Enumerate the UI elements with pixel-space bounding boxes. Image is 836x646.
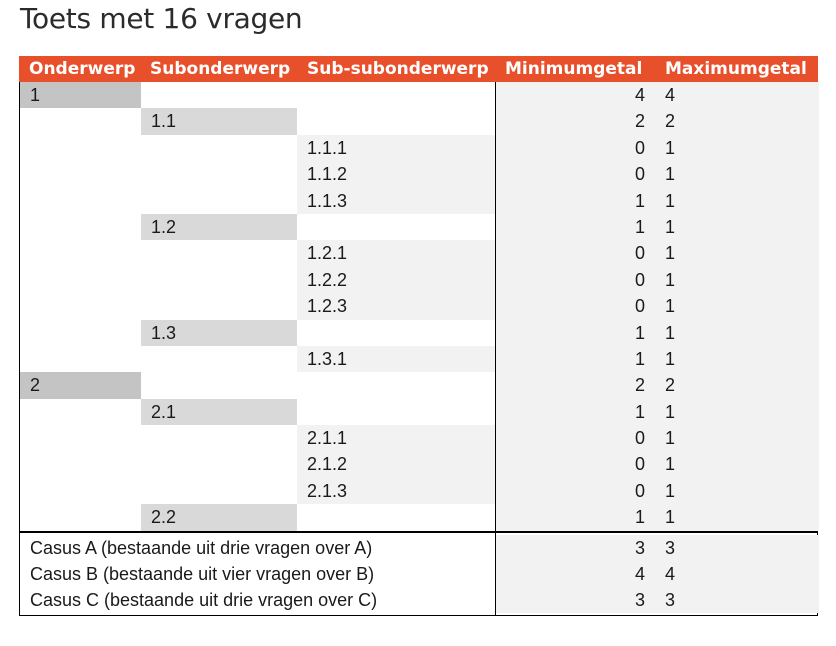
cell-subonderwerp: 1.1 — [141, 108, 297, 134]
cell-onderwerp — [20, 267, 141, 293]
cell-subonderwerp — [141, 346, 297, 372]
cell-subonderwerp — [141, 188, 297, 214]
cell-sub-subonderwerp — [297, 108, 496, 134]
cell-sub-subonderwerp: 2.1.1 — [297, 425, 496, 451]
cell-sub-subonderwerp: 1.2.2 — [297, 267, 496, 293]
case-row — [20, 535, 817, 561]
table-row — [20, 108, 817, 134]
cell-sub-subonderwerp — [297, 82, 496, 108]
cell-subonderwerp — [141, 451, 297, 477]
cell-onderwerp — [20, 478, 141, 504]
cell-sub-subonderwerp: 1.1.3 — [297, 188, 496, 214]
cell-subonderwerp: 2.1 — [141, 399, 297, 425]
cell-onderwerp — [20, 188, 141, 214]
min-max-cells — [496, 214, 819, 240]
cell-minimumgetal: 0 — [634, 454, 645, 475]
table-row — [20, 214, 817, 240]
min-max-cells — [496, 188, 819, 214]
min-max-cells — [496, 504, 819, 530]
cell-subonderwerp — [141, 372, 297, 398]
cell-onderwerp: 1 — [20, 82, 141, 108]
min-max-cells — [496, 451, 819, 477]
cell-subonderwerp — [141, 478, 297, 504]
topics-section — [19, 82, 818, 532]
cell-sub-subonderwerp: 1.2.1 — [297, 240, 496, 266]
cell-minimumgetal: 0 — [634, 269, 645, 290]
cell-subonderwerp — [141, 161, 297, 187]
cell-onderwerp — [20, 161, 141, 187]
cell-maximumgetal: 1 — [665, 507, 676, 528]
min-max-cells — [496, 346, 819, 372]
min-max-cells — [496, 561, 819, 587]
cell-onderwerp — [20, 399, 141, 425]
cell-maximumgetal: 1 — [665, 243, 676, 264]
cell-subonderwerp — [141, 425, 297, 451]
table-row — [20, 135, 817, 161]
table-row — [20, 293, 817, 319]
table-row — [20, 372, 817, 398]
cell-maximumgetal: 1 — [665, 296, 676, 317]
cell-maximumgetal: 3 — [665, 589, 676, 610]
cell-maximumgetal: 2 — [665, 375, 676, 396]
cell-minimumgetal: 0 — [634, 428, 645, 449]
cell-sub-subonderwerp: 1.1.2 — [297, 161, 496, 187]
cell-subonderwerp — [141, 240, 297, 266]
table-row — [20, 425, 817, 451]
cell-onderwerp — [20, 135, 141, 161]
min-max-cells — [496, 267, 819, 293]
cell-minimumgetal: 1 — [634, 322, 645, 343]
table-header — [19, 56, 818, 82]
cell-sub-subonderwerp: 1.2.3 — [297, 293, 496, 319]
min-max-cells — [496, 240, 819, 266]
table-row — [20, 188, 817, 214]
cell-minimumgetal: 0 — [634, 243, 645, 264]
cell-minimumgetal: 0 — [634, 296, 645, 317]
cell-maximumgetal: 1 — [665, 269, 676, 290]
cell-minimumgetal: 1 — [634, 401, 645, 422]
cell-maximumgetal: 1 — [665, 164, 676, 185]
cell-maximumgetal: 1 — [665, 190, 676, 211]
min-max-cells — [496, 372, 819, 398]
min-max-cells — [496, 161, 819, 187]
min-max-cells — [496, 320, 819, 346]
case-row — [20, 587, 817, 613]
cell-onderwerp — [20, 293, 141, 319]
min-max-cells — [496, 478, 819, 504]
cell-minimumgetal: 0 — [634, 480, 645, 501]
cell-minimumgetal: 2 — [634, 375, 645, 396]
case-rows — [20, 535, 817, 613]
cell-maximumgetal: 1 — [665, 454, 676, 475]
cell-maximumgetal: 4 — [665, 563, 676, 584]
cell-subonderwerp: 1.2 — [141, 214, 297, 240]
cell-maximumgetal: 1 — [665, 428, 676, 449]
cell-minimumgetal: 1 — [634, 507, 645, 528]
cell-onderwerp — [20, 240, 141, 266]
cell-minimumgetal: 3 — [634, 537, 645, 558]
topic-rows — [20, 82, 817, 531]
cell-onderwerp — [20, 451, 141, 477]
column-divider — [495, 533, 496, 615]
cell-sub-subonderwerp: 1.1.1 — [297, 135, 496, 161]
cell-onderwerp — [20, 346, 141, 372]
cell-maximumgetal: 1 — [665, 137, 676, 158]
cell-minimumgetal: 1 — [634, 190, 645, 211]
cell-subonderwerp — [141, 267, 297, 293]
table-row — [20, 267, 817, 293]
table-row — [20, 478, 817, 504]
cell-minimumgetal: 4 — [634, 563, 645, 584]
cell-sub-subonderwerp: 2.1.3 — [297, 478, 496, 504]
cell-minimumgetal: 1 — [634, 348, 645, 369]
min-max-cells — [496, 108, 819, 134]
cell-sub-subonderwerp — [297, 320, 496, 346]
case-label: Casus C (bestaande uit drie vragen over C) — [30, 589, 378, 610]
header-subonderwerp: Subonderwerp — [150, 59, 291, 79]
cell-subonderwerp — [141, 293, 297, 319]
question-distribution-table — [19, 56, 818, 616]
cell-onderwerp — [20, 214, 141, 240]
cell-sub-subonderwerp: 2.1.2 — [297, 451, 496, 477]
cell-maximumgetal: 1 — [665, 401, 676, 422]
cell-subonderwerp — [141, 135, 297, 161]
header-onderwerp: Onderwerp — [29, 59, 136, 79]
min-max-cells — [496, 425, 819, 451]
cell-sub-subonderwerp — [297, 372, 496, 398]
cell-onderwerp — [20, 320, 141, 346]
cell-onderwerp — [20, 108, 141, 134]
case-row — [20, 561, 817, 587]
cell-sub-subonderwerp: 1.3.1 — [297, 346, 496, 372]
page-title: Toets met 16 vragen — [20, 2, 303, 35]
min-max-cells — [496, 82, 819, 108]
case-label: Casus A (bestaande uit drie vragen over A) — [30, 537, 373, 558]
cell-onderwerp: 2 — [20, 372, 141, 398]
cell-onderwerp — [20, 425, 141, 451]
cell-subonderwerp: 1.3 — [141, 320, 297, 346]
cell-minimumgetal: 2 — [634, 111, 645, 132]
header-minimumgetal: Minimumgetal — [505, 59, 643, 79]
min-max-cells — [496, 535, 819, 561]
cell-minimumgetal: 4 — [634, 85, 645, 105]
cell-minimumgetal: 0 — [634, 137, 645, 158]
cell-sub-subonderwerp — [297, 504, 496, 530]
cell-sub-subonderwerp — [297, 399, 496, 425]
header-maximumgetal: Maximumgetal — [665, 59, 807, 79]
table-row — [20, 399, 817, 425]
cell-maximumgetal: 2 — [665, 111, 676, 132]
header-sub-subonderwerp: Sub-subonderwerp — [307, 59, 489, 79]
case-label: Casus B (bestaande uit vier vragen over B) — [30, 563, 375, 584]
cell-subonderwerp: 2.2 — [141, 504, 297, 530]
table-row — [20, 82, 817, 108]
min-max-cells — [496, 399, 819, 425]
table-row — [20, 240, 817, 266]
cell-maximumgetal: 1 — [665, 216, 676, 237]
cell-onderwerp — [20, 504, 141, 530]
table-row — [20, 346, 817, 372]
table-row — [20, 451, 817, 477]
cell-maximumgetal: 4 — [665, 85, 676, 105]
column-divider — [495, 82, 496, 531]
cases-section — [19, 532, 818, 616]
cell-maximumgetal: 1 — [665, 348, 676, 369]
cell-sub-subonderwerp — [297, 214, 496, 240]
min-max-cells — [496, 135, 819, 161]
table-row — [20, 504, 817, 530]
cell-maximumgetal: 3 — [665, 537, 676, 558]
cell-minimumgetal: 3 — [634, 589, 645, 610]
min-max-cells — [496, 293, 819, 319]
cell-maximumgetal: 1 — [665, 322, 676, 343]
cell-minimumgetal: 0 — [634, 164, 645, 185]
table-row — [20, 161, 817, 187]
cell-subonderwerp — [141, 82, 297, 108]
cell-minimumgetal: 1 — [634, 216, 645, 237]
table-row — [20, 320, 817, 346]
cell-maximumgetal: 1 — [665, 480, 676, 501]
min-max-cells — [496, 587, 819, 613]
